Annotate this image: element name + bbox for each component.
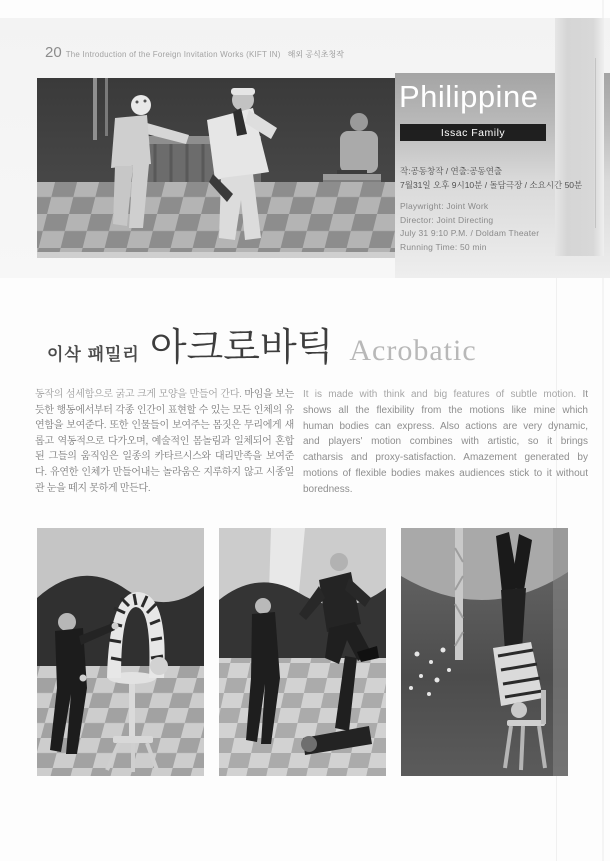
photo-balance-art: [219, 528, 386, 776]
show-company-ko: 이삭 패밀리: [47, 345, 140, 364]
photo-contortionist-pedestal: [37, 528, 204, 776]
credits-korean: [400, 164, 582, 192]
body-ko-lead: 동작의 섬세함으로 굵고 크게 모양을 만들어 간다.: [35, 389, 245, 400]
show-title-en: Acrobatic: [349, 334, 477, 367]
show-title-ko: 아크로바틱: [149, 327, 334, 369]
show-title-block: [47, 316, 477, 371]
body-en-rest: It shows all the flexibility from the motions like mine which human bodies can express. Also actions are very dynamic, and players' motion combines with artistic, so it brings catharsis and proxy-satisfaction. Amazement generated by motions of flexible bodies makes audiences stick to it without boredness.: [303, 389, 588, 495]
credits-en-line: Running Time: 50 min: [400, 241, 487, 252]
photo-handstand-art: [401, 528, 568, 776]
credits-en-line: Director: Joint Directing: [400, 214, 494, 225]
body-en-lead: It is made with think and big features of subtle motion.: [303, 389, 583, 400]
header-title-en: The Introduction of the Foreign Invitation Works (KIFT IN): [65, 50, 281, 59]
photo-balance-act: [219, 528, 386, 776]
body-ko-rest: 마임을 보는 듯한 행동에서부터 각종 인간이 표현할 수 있는 모든 인체의 유연함을 보여준다. 또한 인물들이 보여주는 몸짓은 무리에게 새롭고 역동적으로 다가오며, 예술적인 몸놀림과 일체되어 혼합된 그들의 움직임은 일종의 카타르시스와 대리만족을 보여준다. 유연한 인체가 만들어내는 놀라움은 지루하지 않고 시종일관 눈을 떼지 못하게 만든다.: [35, 389, 295, 494]
company-name-bar: Issac Family: [400, 124, 546, 141]
page-number: 20: [45, 44, 62, 61]
main-stage-photo: [37, 78, 395, 258]
header-title-ko: 해외 공식초청작: [287, 50, 344, 59]
credits-ko-line: 작:공동창작 / 연출:공동연출: [400, 166, 503, 176]
main-stage-photo-art: [37, 78, 395, 258]
credits-english: [400, 200, 539, 254]
credits-en-line: Playwright: Joint Work: [400, 201, 489, 211]
body-paragraph-english: [303, 387, 588, 498]
body-paragraph-korean: [35, 387, 294, 496]
credits-en-line: July 31 9:10 P.M. / Doldam Theater: [400, 228, 540, 238]
photo-contortionist-art: [37, 528, 204, 776]
photo-handstand-chair: [401, 528, 568, 776]
scan-page-edge: [555, 18, 604, 256]
scan-edge-line: [595, 58, 596, 228]
page-header: [45, 44, 344, 61]
country-title: Philippine: [399, 79, 539, 114]
credits-ko-line: 7월31일 오후 9시10분 / 돌담극장 / 소요시간 50분: [400, 180, 583, 190]
